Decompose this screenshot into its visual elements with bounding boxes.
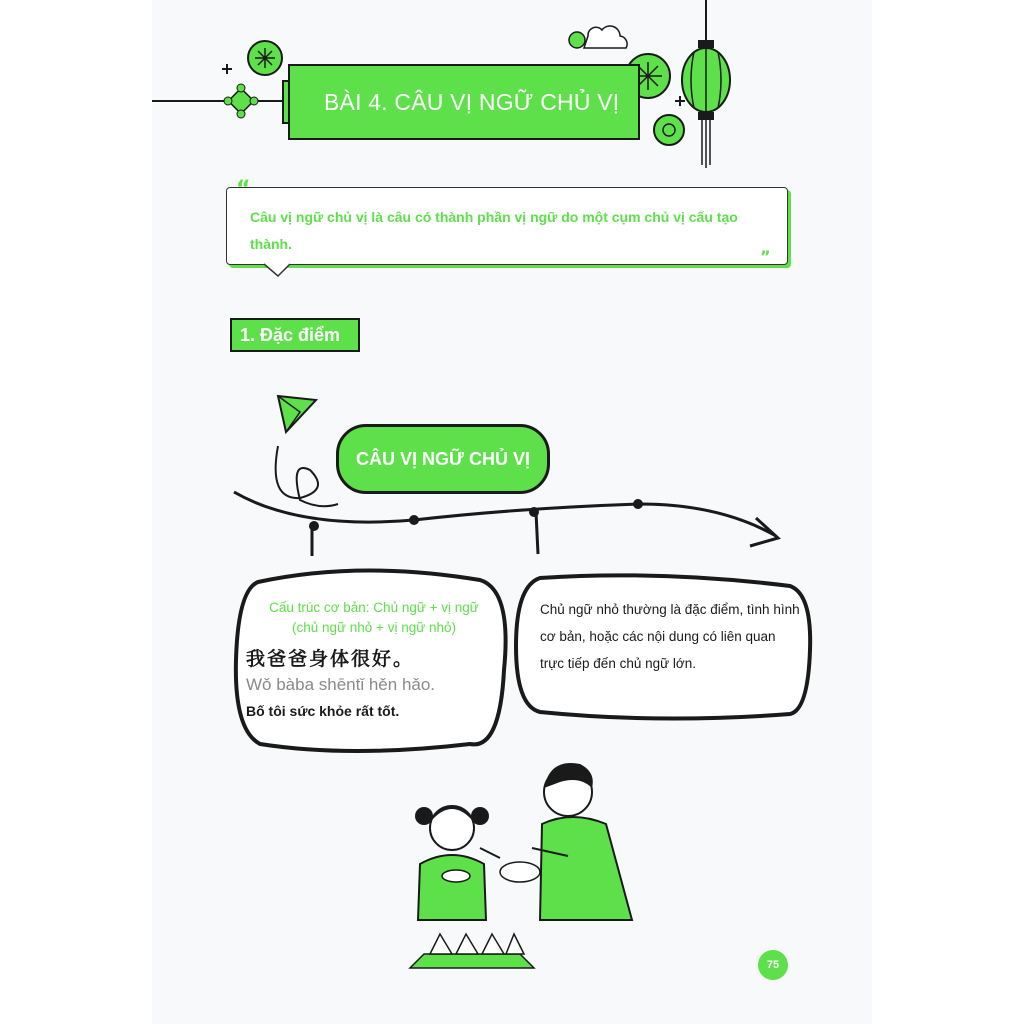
open-quote-icon: “ (236, 178, 251, 202)
page-number: 75 (758, 950, 788, 980)
lesson-title-box (288, 64, 640, 140)
cloud-icon (569, 26, 627, 48)
moon-icon (231, 32, 246, 51)
definition-text: Câu vị ngữ chủ vị là câu có thành phần vị ngữ do một cụm chủ vị cấu tạo thành. (250, 209, 738, 252)
lesson-title: BÀI 4. CÂU VỊ NGỮ CHỦ VỊ (324, 88, 620, 115)
rice-balls-icon (410, 934, 534, 968)
explanation-text: Chủ ngữ nhỏ thường là đặc điểm, tình hình cơ bản, hoặc các nội dung có liên quan trực tiếp đến chủ ngữ lớn. (540, 602, 800, 671)
section-label: 1. Đặc điểm (230, 318, 360, 352)
lantern-icon (682, 0, 730, 168)
chinese-knot-icon (224, 84, 258, 118)
structure-text: Cấu trúc cơ bản: Chủ ngữ + vị ngữ (269, 600, 479, 615)
pinyin-sentence: Wǒ bàba shēntǐ hěn hǎo. (246, 675, 436, 694)
flower-icon (248, 41, 282, 75)
paper-plane-icon (278, 396, 316, 432)
girl-figure (415, 806, 500, 920)
diagram-title-pill: CÂU VỊ NGỮ CHỦ VỊ (336, 424, 550, 494)
family-eating-illustration (400, 748, 650, 978)
close-quote-icon: ” (760, 247, 771, 266)
structure-detail: (chủ ngữ nhỏ + vị ngữ nhỏ) (291, 620, 457, 635)
chinese-sentence: 我爸爸身体很好。 (246, 648, 415, 670)
man-figure (500, 763, 632, 920)
example-content (246, 598, 502, 719)
vietnamese-translation: Bố tôi sức khỏe rất tốt. (246, 703, 400, 719)
